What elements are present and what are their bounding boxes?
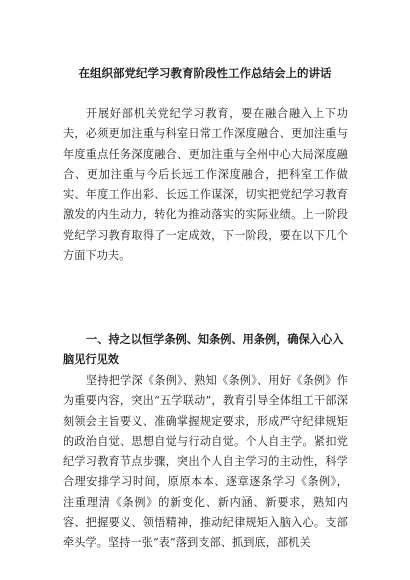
document-title: 在组织部党纪学习教育阶段性工作总结会上的讲话 — [78, 66, 332, 80]
intro-paragraph: 开展好部机关党纪学习教育，要在融合融入上下功夫，必须更加注重与科室日常工作深度融合、更加注重与年度重点任务深度融合、更加注重与全州中心大局深度融合、更加注重与今后长远工作深度融合，把科室工作做实、年度工作出彩、长远工作谋深，切实把党纪学习教育激发的内生动力，转化为推动落实的实际业绩。上一阶段党纪学习教育取得了一定成效，下一阶段，要在以下几个方面下功夫。 — [63, 107, 348, 263]
section-heading-1: 一、持之以恒学条例、知条例、用条例，确保入心入脑见行见效 — [63, 333, 344, 367]
section-1-paragraph: 坚持把学深《条例》、熟知《条例》、用好《条例》作为重要内容，突出“五学联动”，教育引导全体组工干部深刻领会主旨要义、准确掌握规定要求，形成严守纪律规矩的政治自觉、思想自觉与行动自觉。个人自主学。紧扣党纪学习教育节点步骤，突出个人自主学习的主动性，科学合理安排学习时间，原原本本、逐章逐条学习《条例》，注重理清《条例》的新变化、新内涵、新要求，熟知内容、把握要义、领悟精神，推动纪律规矩入脑入心。支部牵头学。坚持一张“表”落到支部、抓到底，部机关 — [63, 374, 348, 550]
